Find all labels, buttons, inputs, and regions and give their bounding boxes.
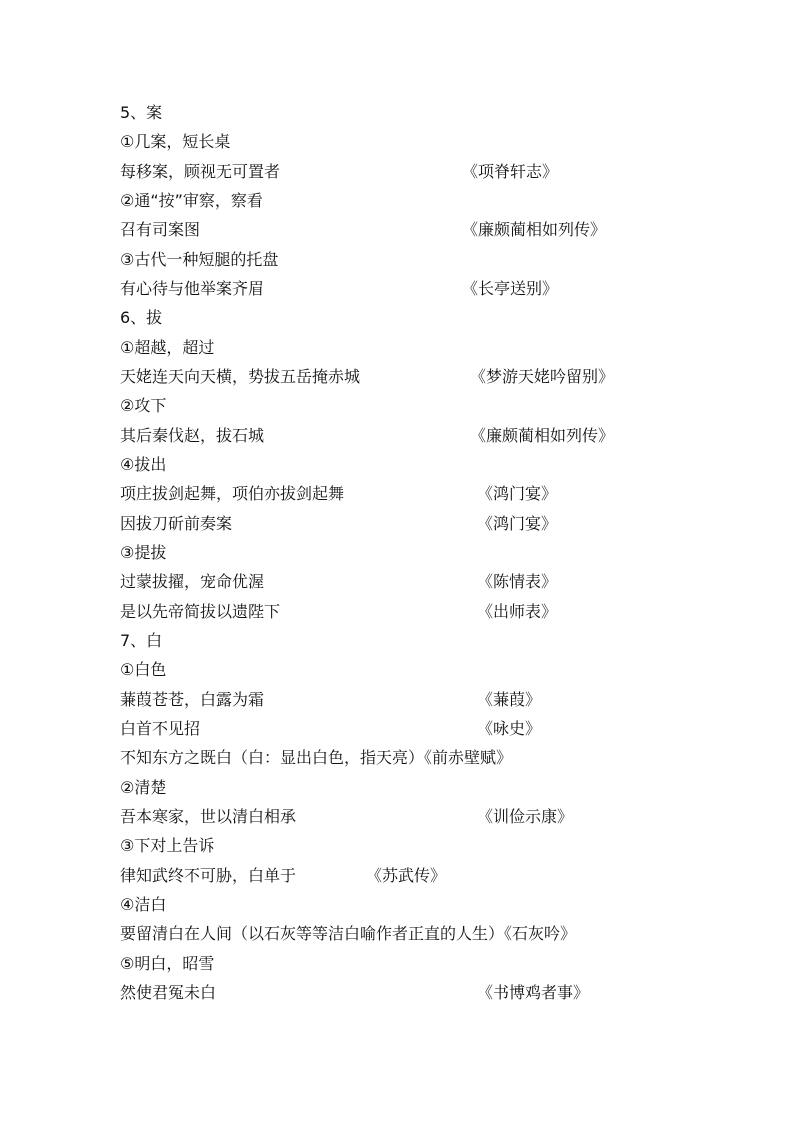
- entry-example: 每移案，顾视无可置者: [120, 162, 281, 181]
- entry-source: 《廉颇蔺相如列传》: [470, 426, 615, 445]
- entry-sense: ②攻下: [120, 396, 167, 415]
- entry-example: 律知武终不可胁，白单于: [120, 866, 297, 885]
- entry-sense: ③下对上告诉: [120, 836, 215, 855]
- entry-source: 《蒹葭》: [477, 690, 542, 709]
- entry-sense: ⑤明白，昭雪: [120, 954, 215, 973]
- entry-heading: 5、案: [120, 103, 163, 122]
- entry-heading: 6、拔: [120, 308, 163, 327]
- entry-source: 《廉颇蔺相如列传》: [462, 220, 607, 239]
- entry-example: 吾本寒家，世以清白相承: [120, 807, 297, 826]
- entry-example: 是以先帝简拔以遗陛下: [120, 602, 281, 621]
- entry-example: 不知东方之既白（白：显出白色，指天亮）《前赤壁赋》: [120, 748, 513, 767]
- entry-example: 蒹葭苍苍，白露为霜: [120, 690, 265, 709]
- entry-sense: ③提拔: [120, 543, 167, 562]
- entry-example: 召有司案图: [120, 220, 201, 239]
- entry-sense: ①白色: [120, 660, 167, 679]
- entry-example: 有心待与他举案齐眉: [120, 279, 265, 298]
- entry-sense: ①超越，超过: [120, 338, 215, 357]
- entry-source: 《项脊轩志》: [462, 162, 559, 181]
- entry-source: 《长亭送别》: [462, 279, 559, 298]
- entry-example: 要留清白在人间（以石灰等等洁白喻作者正直的人生）《石灰吟》: [120, 924, 577, 943]
- entry-example: 白首不见招: [120, 719, 201, 738]
- entry-example: 其后秦伐赵，拔石城: [120, 426, 265, 445]
- entry-sense: ③古代一种短腿的托盘: [120, 250, 279, 269]
- entry-heading: 7、白: [120, 631, 163, 650]
- entry-source: 《苏武传》: [366, 866, 447, 885]
- entry-example: 因拔刀斫前奏案: [120, 514, 233, 533]
- entry-sense: ②清楚: [120, 778, 167, 797]
- entry-example: 然使君冤未白: [120, 983, 217, 1002]
- entry-source: 《鸿门宴》: [477, 514, 558, 533]
- entry-source: 《陈情表》: [477, 572, 558, 591]
- entry-sense: ④洁白: [120, 895, 167, 914]
- entry-example: 天姥连天向天横，势拔五岳掩赤城: [120, 367, 361, 386]
- entry-source: 《训俭示康》: [477, 807, 574, 826]
- entry-source: 《书博鸡者事》: [477, 983, 590, 1002]
- entry-example: 过蒙拔擢，宠命优渥: [120, 572, 265, 591]
- entry-example: 项庄拔剑起舞，项伯亦拔剑起舞: [120, 484, 345, 503]
- entry-source: 《鸿门宴》: [477, 484, 558, 503]
- entry-sense: ④拔出: [120, 455, 167, 474]
- entry-source: 《咏史》: [477, 719, 542, 738]
- entry-sense: ②通“按”审察，察看: [120, 191, 263, 210]
- entry-source: 《出师表》: [477, 602, 558, 621]
- entry-source: 《梦游天姥吟留别》: [470, 367, 615, 386]
- entry-sense: ①几案，短长桌: [120, 132, 231, 151]
